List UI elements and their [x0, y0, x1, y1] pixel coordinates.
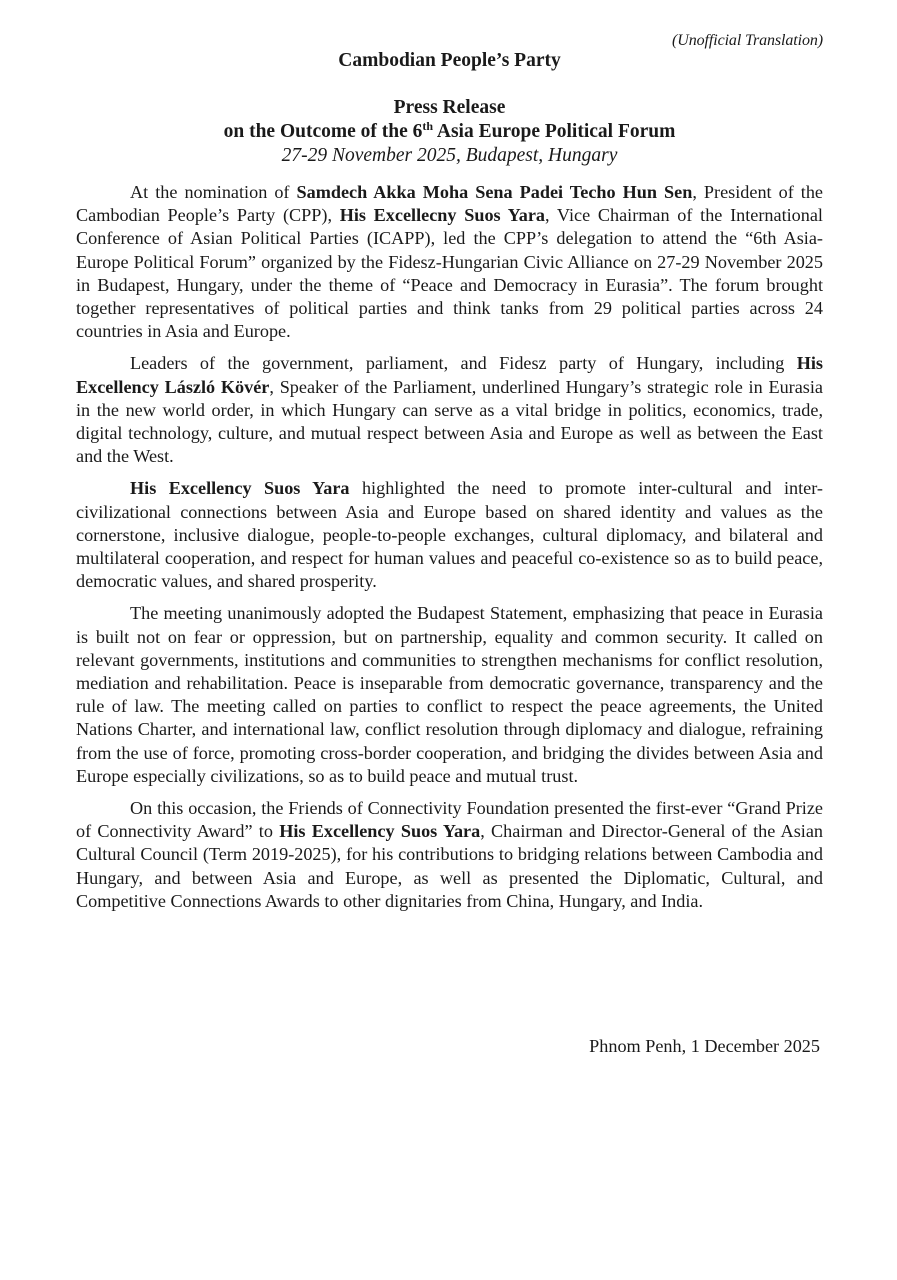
title-forum-text-pre: on the Outcome of the 6 [223, 121, 423, 142]
ordinal-suffix: th [422, 119, 434, 133]
name-hun-sen: Samdech Akka Moha Sena Padei Techo Hun Sen [296, 182, 693, 202]
paragraph-budapest-statement [76, 602, 823, 788]
text: Leaders of the government, parliament, and Fidesz party of Hungary, including [130, 353, 797, 374]
text: On this occasion, the Friends of Connectivity Foundation presented the first-ever “Grand Prize of Connectivity Award” to [76, 798, 823, 842]
name-suos-yara: His Excellecny Suos Yara [339, 205, 546, 226]
place-and-date: Phnom Penh, 1 December 2025 [589, 1036, 820, 1056]
press-release-title [76, 96, 823, 168]
text: , Chairman and Director-General of the Asian Cultural Council (Term 2019-2025), for his contributions to bridging relations between Cambodia and Hungary, and between Asia and Europe, as well as presented the Diplomatic, Cultural, and Competitive Connections Awards to other dignitaries from China, Hungary, and India. [76, 821, 823, 911]
text: At the nomination of [130, 182, 297, 202]
title-forum-text-post: Asia Europe Political Forum [433, 121, 676, 142]
press-release-body [76, 181, 823, 922]
paragraph-award [76, 797, 823, 913]
text: , Speaker of the Parliament, underlined Hungary’s strategic role in Eurasia in the new world order, in which Hungary can serve as a vital bridge in politics, economics, trade, digital technology, culture, and mutual respect between Asia and Europe as well as between the East and the West. [76, 376, 823, 467]
paragraph-nomination [76, 181, 823, 343]
text: , President of the Cambodian People’s Party (CPP), [76, 182, 823, 226]
text: highlighted the need to promote inter-cultural and inter-civilizational connections between Asia and Europe based on shared identity and values as the cornerstone, inclusive dialogue, people-to-people exchanges, cultural diplomacy, and bilateral and multilateral cooperation, and respect for human values and peaceful co-existence so as to build peace, democratic values, and shared prosperity. [76, 478, 823, 592]
unofficial-translation-note: (Unofficial Translation) [672, 32, 823, 49]
title-forum-outcome [76, 120, 823, 144]
event-date-location: 27-29 November 2025, Budapest, Hungary [281, 145, 618, 166]
paragraph-hungary-leaders [76, 352, 823, 468]
text: The meeting unanimously adopted the Budapest Statement, emphasizing that peace in Eurasia is built not on fear or oppression, but on partnership, equality and common security. It called on relevant governments, institutions and communities to strengthen mechanisms for conflict resolution, mediation and rehabilitation. Peace is inseparable from democratic governance, transparency and the rule of law. The meeting called on parties to conflict to respect the peace agreements, the United Nations Charter, and international law, conflict resolution through diplomacy and dialogue, refraining from the use of force, promoting cross-border cooperation, and bridging the divides between Asia and Europe especially civilizations, so as to build peace and mutual trust. [76, 603, 823, 786]
text: , Vice Chairman of the International Conference of Asian Political Parties (ICAPP), led the CPP’s delegation to attend the “6th Asia-Europe Political Forum” organized by the Fidesz-Hungarian Civic Alliance on 27-29 November 2025 in Budapest, Hungary, under the theme of “Peace and Democracy in Eurasia”. The forum brought together representatives of political parties and think tanks from 29 political parties across 24 countries in Asia and Europe. [76, 205, 823, 342]
name-laszlo-kover: His Excellency László Kövér [76, 353, 823, 397]
party-name-heading: Cambodian People’s Party [338, 50, 561, 71]
paragraph-suos-yara-remarks [76, 477, 823, 593]
name-suos-yara: His Excellency Suos Yara [279, 821, 481, 842]
name-suos-yara: His Excellency Suos Yara [130, 478, 350, 499]
title-press-release: Press Release [393, 97, 506, 118]
